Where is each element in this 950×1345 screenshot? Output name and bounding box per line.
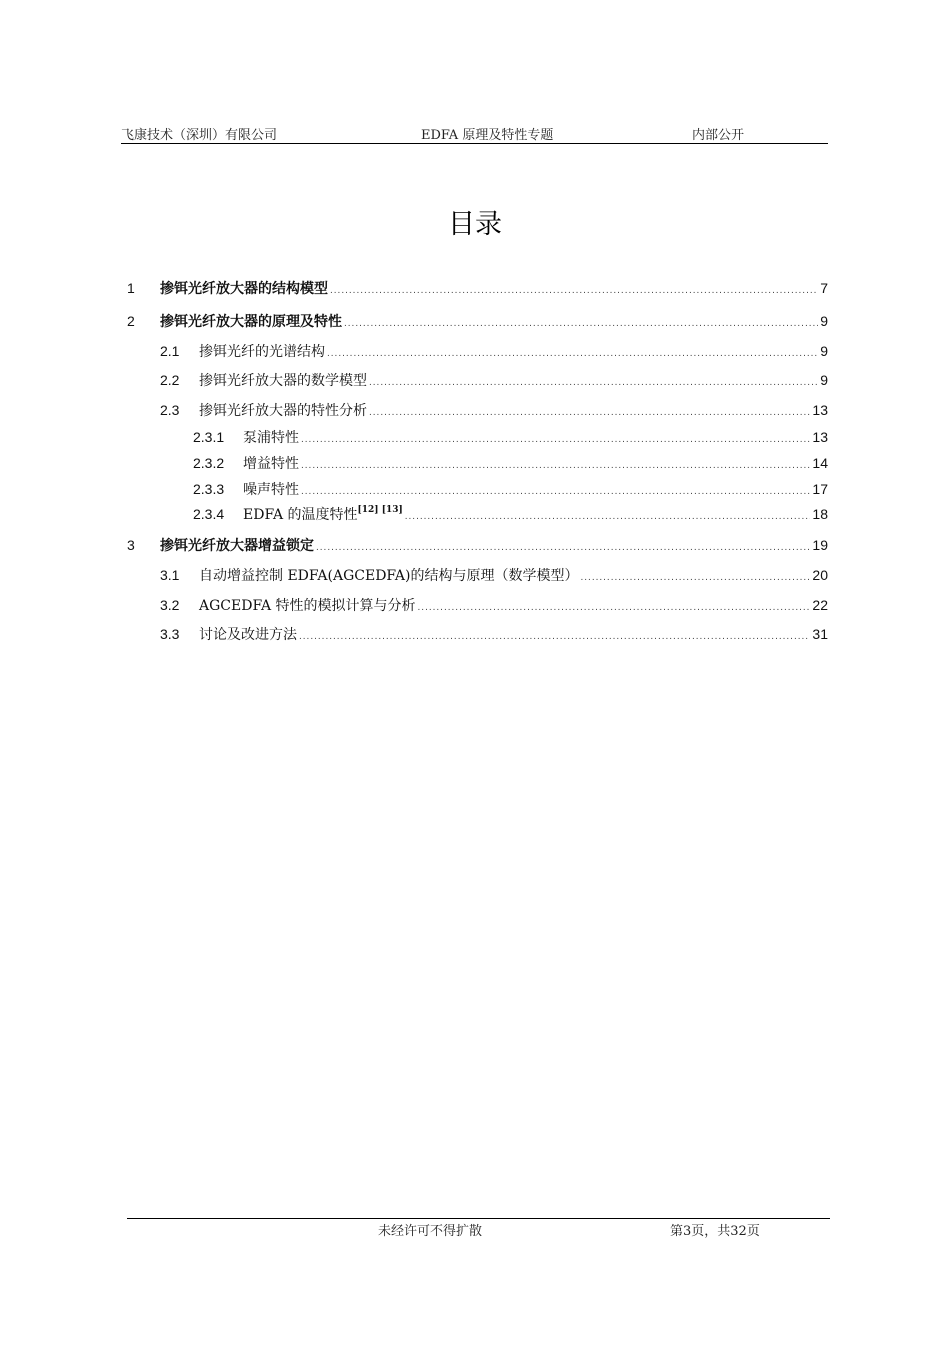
toc-entry-title: 噪声特性 bbox=[243, 482, 299, 498]
toc-entry-number: 2.3.1 bbox=[193, 429, 225, 445]
toc-entry-page: 19 bbox=[812, 537, 828, 553]
toc-entry-page: 17 bbox=[812, 481, 828, 497]
citation-superscript: [12] [13] bbox=[357, 505, 403, 515]
toc-entry-title: 泵浦特性 bbox=[243, 430, 299, 446]
toc-entry[interactable] bbox=[160, 595, 828, 615]
toc-entry-title: 讨论及改进方法 bbox=[199, 627, 297, 643]
toc-entry[interactable] bbox=[160, 341, 828, 361]
toc-entry-number: 2.3.2 bbox=[193, 455, 225, 471]
header-title: EDFA 原理及特性专题 bbox=[421, 128, 554, 143]
toc-entry-title-text: EDFA 的温度特性 bbox=[243, 507, 358, 523]
toc-leader-dots bbox=[418, 602, 811, 613]
toc-entry-title: 掺铒光纤放大器的结构模型 bbox=[160, 281, 328, 297]
toc-entry-title: 掺铒光纤放大器增益锁定 bbox=[160, 538, 314, 554]
toc-entry-page: 31 bbox=[812, 626, 828, 642]
toc-leader-dots bbox=[301, 460, 810, 471]
toc-entry-number: 2.1 bbox=[160, 343, 180, 359]
toc-entry-title: 掺铒光纤放大器的数学模型 bbox=[199, 373, 367, 389]
footer-notice: 未经许可不得扩散 bbox=[378, 1224, 483, 1239]
toc-entry-page: 20 bbox=[812, 567, 828, 583]
toc-entry[interactable] bbox=[160, 370, 828, 390]
footer-rule bbox=[127, 1218, 830, 1219]
toc-entry-title: 自动增益控制 EDFA(AGCEDFA)的结构与原理（数学模型） bbox=[199, 568, 579, 584]
toc-leader-dots bbox=[301, 434, 810, 445]
toc-entry-title bbox=[243, 504, 403, 524]
toc-entry-title: 掺铒光纤的光谱结构 bbox=[199, 344, 325, 360]
toc-entry[interactable] bbox=[193, 479, 828, 499]
toc-entry[interactable] bbox=[193, 453, 828, 473]
toc-entry-title: 掺铒光纤放大器的特性分析 bbox=[199, 403, 367, 419]
toc-entry-number: 2.3.4 bbox=[193, 506, 225, 522]
toc-entry[interactable] bbox=[127, 278, 828, 298]
toc-leader-dots bbox=[299, 631, 810, 642]
toc-entry-title: 增益特性 bbox=[243, 456, 299, 472]
toc-entry-page: 7 bbox=[820, 280, 828, 296]
toc-entry-number: 3.1 bbox=[160, 567, 180, 583]
toc-entry-page: 9 bbox=[820, 372, 828, 388]
toc-entry-page: 13 bbox=[812, 429, 828, 445]
toc-leader-dots bbox=[316, 542, 810, 553]
toc-leader-dots bbox=[580, 572, 810, 583]
toc-entry-number: 3.2 bbox=[160, 597, 180, 613]
footer-page-info: 第3页，共32页 bbox=[670, 1224, 760, 1239]
toc-entry[interactable] bbox=[193, 427, 828, 447]
toc-entry-page: 9 bbox=[820, 313, 828, 329]
toc-leader-dots bbox=[301, 486, 810, 497]
toc-entry-page: 13 bbox=[812, 402, 828, 418]
toc-entry-number: 3 bbox=[127, 537, 135, 553]
toc-title: 目录 bbox=[448, 209, 502, 240]
toc-entry-page: 9 bbox=[820, 343, 828, 359]
toc-entry-number: 1 bbox=[127, 280, 135, 296]
toc-entry-number: 2.3.3 bbox=[193, 481, 225, 497]
toc-entry[interactable] bbox=[193, 504, 828, 524]
toc-leader-dots bbox=[344, 318, 818, 329]
toc-entry-title: 掺铒光纤放大器的原理及特性 bbox=[160, 314, 342, 330]
toc-entry-page: 22 bbox=[812, 597, 828, 613]
header-company: 飞康技术（深圳）有限公司 bbox=[121, 128, 278, 143]
toc-leader-dots bbox=[405, 511, 811, 522]
toc-entry-title: AGCEDFA 特性的模拟计算与分析 bbox=[199, 598, 416, 614]
toc-leader-dots bbox=[369, 377, 818, 388]
toc-entry-number: 3.3 bbox=[160, 626, 180, 642]
toc-leader-dots bbox=[330, 285, 818, 296]
toc-entry-page: 14 bbox=[812, 455, 828, 471]
toc-entry-number: 2.3 bbox=[160, 402, 180, 418]
toc-entry[interactable] bbox=[160, 565, 828, 585]
toc-entry[interactable] bbox=[127, 311, 828, 331]
toc-entry[interactable] bbox=[160, 400, 828, 420]
toc-entry-number: 2 bbox=[127, 313, 135, 329]
toc-entry-number: 2.2 bbox=[160, 372, 180, 388]
toc-leader-dots bbox=[327, 348, 818, 359]
header-classification: 内部公开 bbox=[692, 128, 745, 143]
header-rule bbox=[121, 143, 828, 144]
toc-leader-dots bbox=[369, 407, 810, 418]
toc-entry[interactable] bbox=[127, 535, 828, 555]
toc-entry[interactable] bbox=[160, 624, 828, 644]
toc-entry-page: 18 bbox=[812, 506, 828, 522]
